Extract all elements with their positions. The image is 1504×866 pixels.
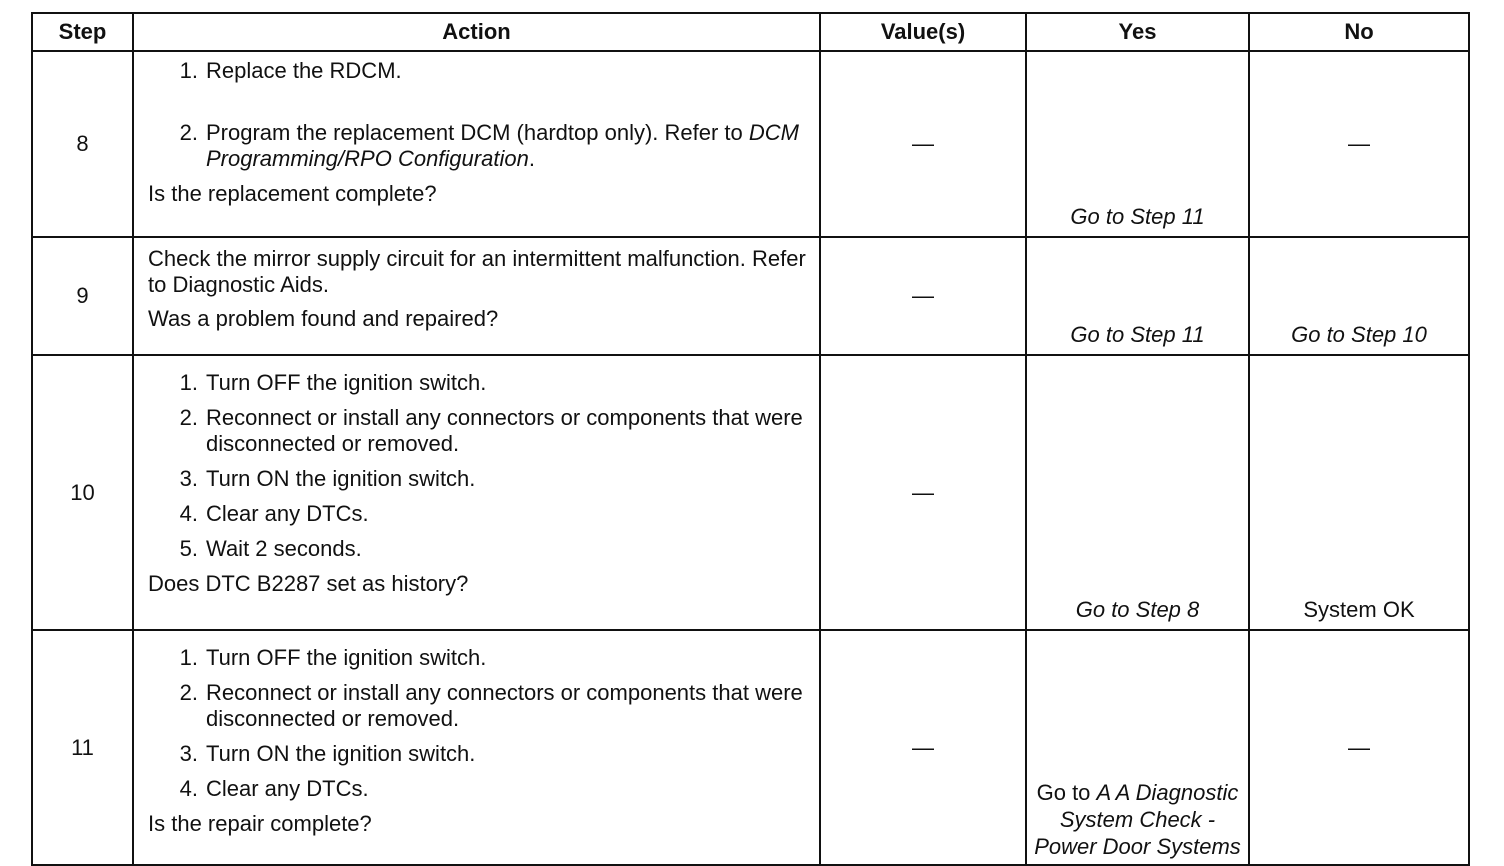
- action-item: [168, 58, 809, 84]
- item-text: Reconnect or install any connectors or components that were disconnected or removed.: [206, 405, 803, 456]
- question-text: Does DTC B2287 set as history?: [148, 571, 469, 596]
- reference-link[interactable]: A A Diagnostic System Check - Power Door Systems: [1034, 780, 1241, 859]
- action-cell: [133, 355, 820, 630]
- item-text: Replace the RDCM.: [206, 58, 402, 83]
- action-item: [168, 501, 809, 527]
- diagnostic-table: [31, 12, 1470, 866]
- action-paragraph: Check the mirror supply circuit for an intermittent malfunction. Refer to Diagnostic Aids.: [148, 246, 806, 297]
- yes-prefix: Go to: [1036, 780, 1097, 805]
- item-number: 2.: [179, 680, 198, 705]
- item-number: 5.: [179, 536, 198, 561]
- item-text: Reconnect or install any connectors or components that were disconnected or removed.: [206, 680, 803, 731]
- yes-cell[interactable]: Go to Step 11: [1026, 51, 1249, 237]
- item-text: Turn OFF the ignition switch.: [206, 370, 487, 395]
- item-number: 4.: [179, 501, 198, 526]
- action-item: [168, 120, 809, 172]
- action-item: [168, 466, 809, 492]
- item-text: Turn ON the ignition switch.: [206, 741, 476, 766]
- item-number: 2.: [179, 405, 198, 430]
- item-number: 3.: [179, 466, 198, 491]
- action-cell: [133, 51, 820, 237]
- header-step: Step: [32, 13, 133, 51]
- item-number: 3.: [179, 741, 198, 766]
- action-item: [168, 536, 809, 562]
- item-text: Program the replacement DCM (hardtop only). Refer to: [206, 120, 749, 145]
- item-text: Turn ON the ignition switch.: [206, 466, 476, 491]
- item-text: Clear any DTCs.: [206, 501, 369, 526]
- action-list: [148, 58, 809, 172]
- action-item: [168, 680, 809, 732]
- header-action: Action: [133, 13, 820, 51]
- reference-link[interactable]: DCM Programming/RPO Configuration: [206, 120, 799, 171]
- step-number: 9: [32, 237, 133, 355]
- yes-cell[interactable]: Go to Step 11: [1026, 237, 1249, 355]
- table-row: [32, 630, 1469, 865]
- step-number: 11: [32, 630, 133, 865]
- header-yes: Yes: [1026, 13, 1249, 51]
- no-cell: —: [1249, 630, 1469, 865]
- action-cell: [133, 237, 820, 355]
- value-cell: —: [820, 237, 1026, 355]
- action-item: [168, 405, 809, 457]
- action-list: [148, 370, 809, 562]
- item-text: Clear any DTCs.: [206, 776, 369, 801]
- table-row: [32, 51, 1469, 237]
- question-text: Is the repair complete?: [148, 811, 372, 836]
- no-cell[interactable]: Go to Step 10: [1249, 237, 1469, 355]
- action-cell: [133, 630, 820, 865]
- value-cell: —: [820, 630, 1026, 865]
- action-item: [168, 776, 809, 802]
- action-item: [168, 741, 809, 767]
- item-number: 1.: [179, 58, 198, 83]
- step-number: 10: [32, 355, 133, 630]
- item-number: 2.: [179, 120, 198, 145]
- yes-cell[interactable]: [1026, 630, 1249, 865]
- item-number: 1.: [179, 370, 198, 395]
- action-list: [148, 645, 809, 802]
- item-number: 4.: [179, 776, 198, 801]
- step-number: 8: [32, 51, 133, 237]
- header-row: [32, 13, 1469, 51]
- item-number: 1.: [179, 645, 198, 670]
- table-row: [32, 237, 1469, 355]
- value-cell: —: [820, 51, 1026, 237]
- action-item: [168, 370, 809, 396]
- header-no: No: [1249, 13, 1469, 51]
- header-values: Value(s): [820, 13, 1026, 51]
- question-text: Is the replacement complete?: [148, 181, 437, 206]
- action-item: [168, 645, 809, 671]
- item-text: Wait 2 seconds.: [206, 536, 362, 561]
- no-cell: System OK: [1249, 355, 1469, 630]
- table-row: [32, 355, 1469, 630]
- value-cell: —: [820, 355, 1026, 630]
- item-text-end: .: [528, 146, 535, 171]
- no-cell: —: [1249, 51, 1469, 237]
- item-text: Turn OFF the ignition switch.: [206, 645, 487, 670]
- yes-cell[interactable]: Go to Step 8: [1026, 355, 1249, 630]
- question-text: Was a problem found and repaired?: [148, 306, 499, 331]
